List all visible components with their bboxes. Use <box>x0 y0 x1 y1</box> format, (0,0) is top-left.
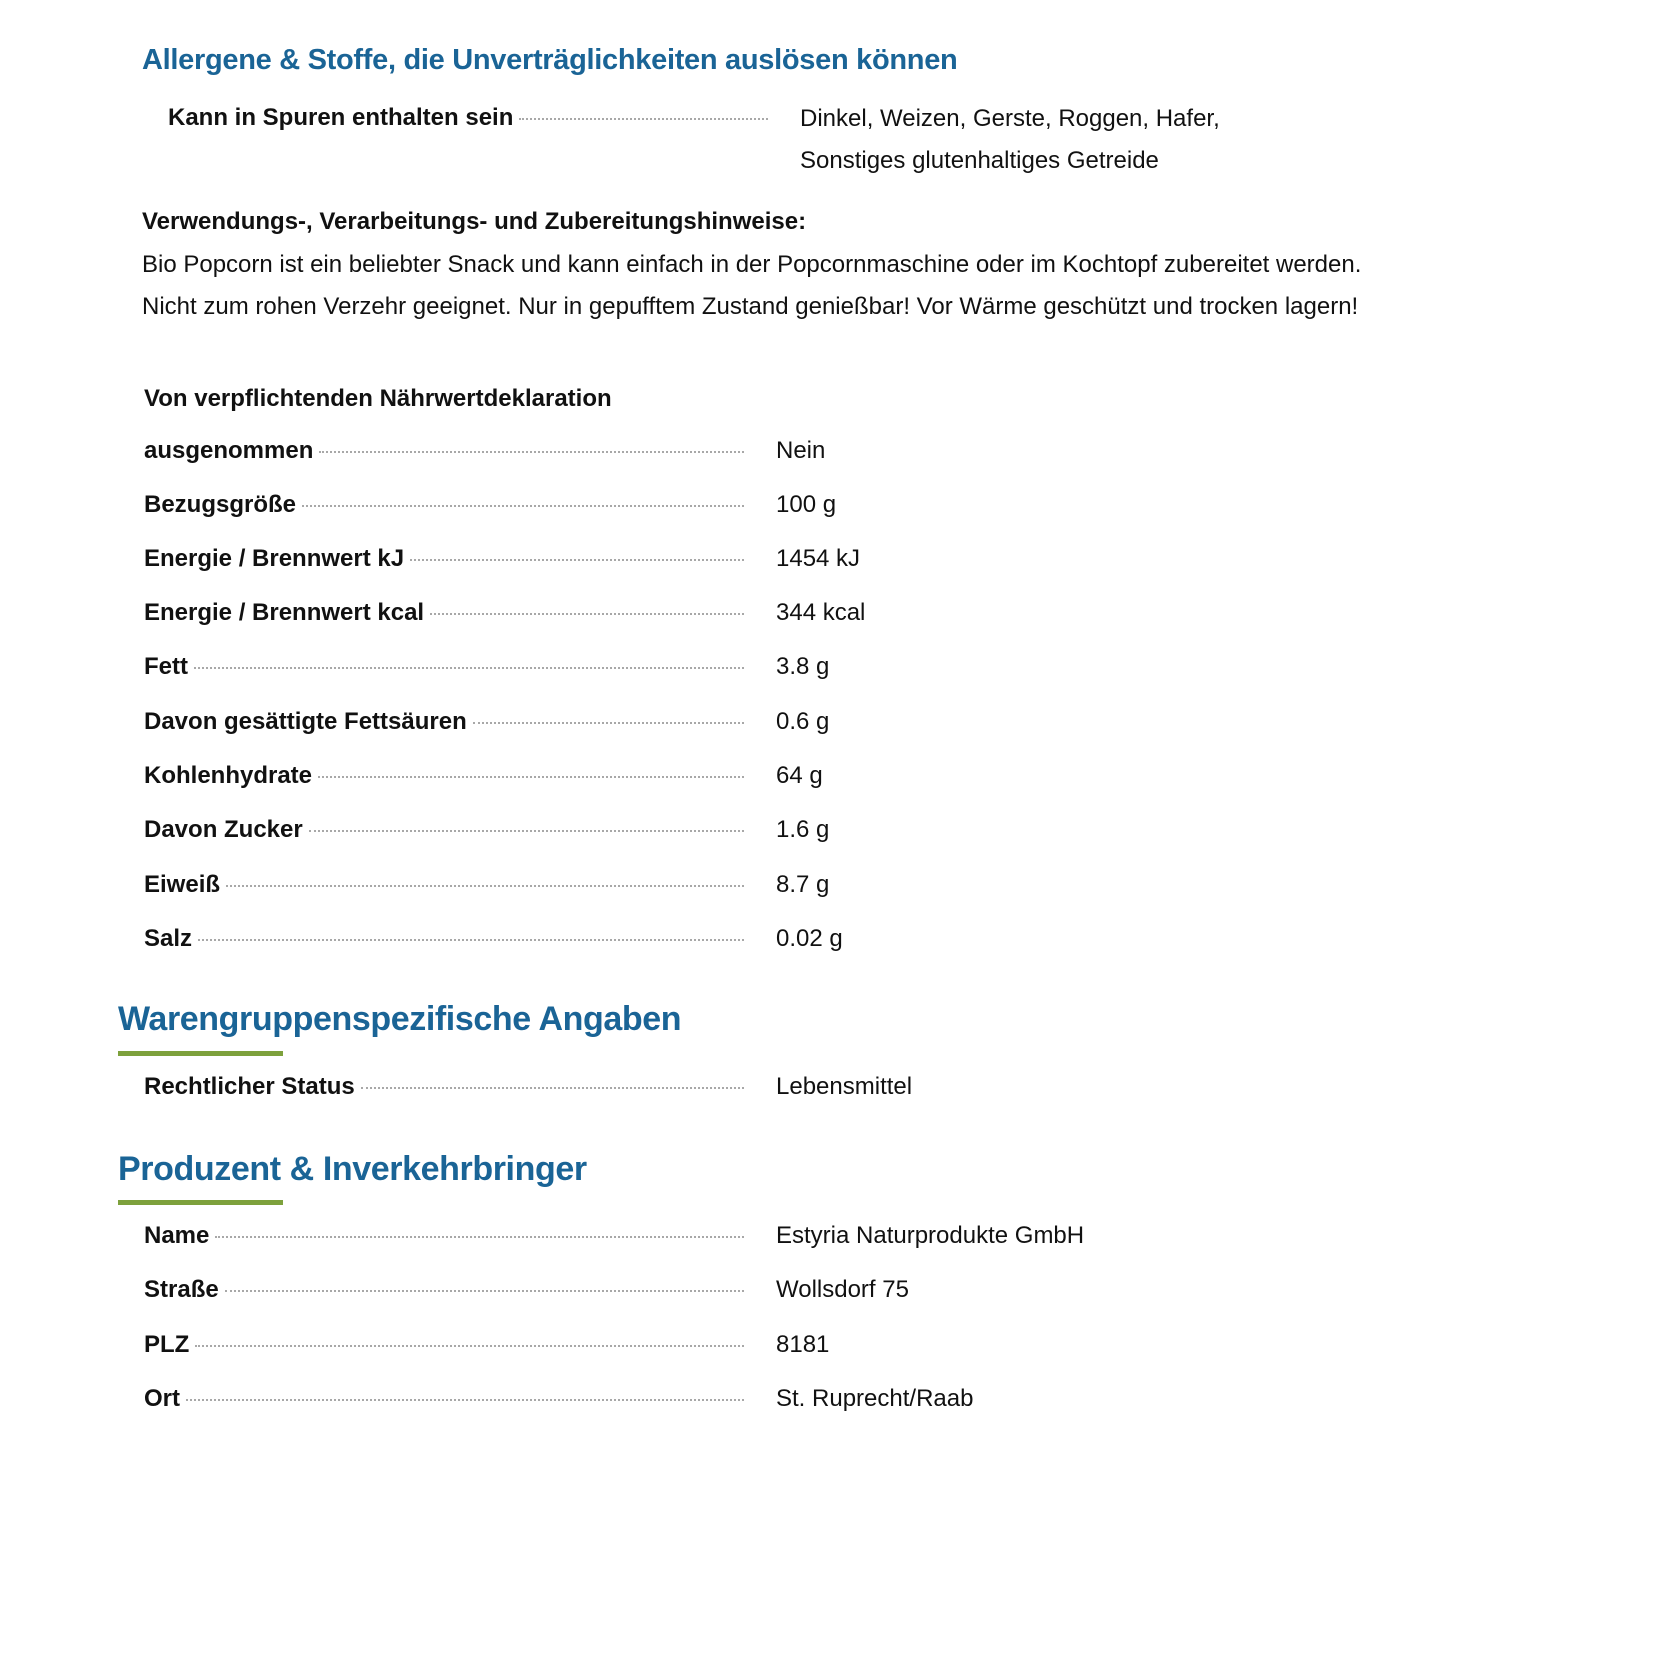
usage-text: Bio Popcorn ist ein beliebter Snack und kann einfach in der Popcornmaschine oder im Kochtopf zubereitet werden. Nicht zum rohen Verzehr geeignet. Nur in gepufftem Zustand genießbar! Vor Wärme geschützt und trocken lagern! <box>142 251 1362 320</box>
row-label: Kohlenhydrate <box>144 762 313 789</box>
allergen-value <box>800 98 1220 182</box>
nutrition-row <box>144 925 750 953</box>
dot-leader <box>225 1290 744 1292</box>
allergen-row <box>168 104 774 132</box>
row-value: 64 g <box>776 762 823 789</box>
dot-leader <box>473 722 744 724</box>
nutrition-row <box>144 653 750 681</box>
produzent-row <box>144 1222 750 1250</box>
row-value: St. Ruprecht/Raab <box>776 1385 974 1412</box>
row-value: 8.7 g <box>776 871 830 898</box>
nutrition-row <box>144 545 750 573</box>
row-label: ausgenommen <box>144 437 314 464</box>
nutrition-row <box>144 491 750 519</box>
row-value: 3.8 g <box>776 653 830 680</box>
row-value: Lebensmittel <box>776 1073 913 1100</box>
row-value: Wollsdorf 75 <box>776 1276 909 1303</box>
allergen-label: Kann in Spuren enthalten sein <box>168 104 514 131</box>
row-label: Eiweiß <box>144 871 221 898</box>
dot-leader <box>186 1399 744 1401</box>
dot-leader <box>194 667 744 669</box>
row-label: Davon Zucker <box>144 816 303 843</box>
row-label: Rechtlicher Status <box>144 1073 355 1100</box>
nutrition-title: Von verpflichtenden Nährwertdeklaration <box>144 385 612 412</box>
row-value: 1.6 g <box>776 816 830 843</box>
row-label: Salz <box>144 925 193 952</box>
row-label: Fett <box>144 653 188 680</box>
dot-leader <box>226 885 744 887</box>
produzent-row <box>144 1331 750 1359</box>
allergen-value-line1: Dinkel, Weizen, Gerste, Roggen, Hafer, <box>800 105 1220 132</box>
nutrition-row <box>144 437 750 465</box>
row-value: 100 g <box>776 491 837 518</box>
row-value: Estyria Naturprodukte GmbH <box>776 1222 1085 1249</box>
row-label: Energie / Brennwert kJ <box>144 545 405 572</box>
warengruppe-row <box>144 1073 750 1101</box>
dot-leader <box>318 776 744 778</box>
produzent-row <box>144 1385 750 1413</box>
nutrition-row <box>144 762 750 790</box>
row-value: Nein <box>776 437 826 464</box>
produzent-heading: Produzent & Inverkehrbringer <box>118 1150 587 1188</box>
row-label: Straße <box>144 1276 219 1303</box>
dot-leader <box>519 118 768 120</box>
dot-leader <box>319 451 744 453</box>
nutrition-row <box>144 871 750 899</box>
row-label: Bezugsgröße <box>144 491 297 518</box>
warengruppe-heading: Warengruppenspezifische Angaben <box>118 1000 682 1038</box>
allergen-value-line2: Sonstiges glutenhaltiges Getreide <box>800 147 1159 174</box>
dot-leader <box>302 505 744 507</box>
nutrition-row <box>144 816 750 844</box>
row-value: 8181 <box>776 1331 830 1358</box>
section-underline <box>118 1051 283 1056</box>
row-value: 1454 kJ <box>776 545 861 572</box>
dot-leader <box>309 830 744 832</box>
row-value: 0.6 g <box>776 708 830 735</box>
allergens-heading: Allergene & Stoffe, die Unverträglichkeiten auslösen können <box>142 44 958 76</box>
row-value: 0.02 g <box>776 925 843 952</box>
row-label: Energie / Brennwert kcal <box>144 599 425 626</box>
dot-leader <box>198 939 744 941</box>
usage-title: Verwendungs-, Verarbeitungs- und Zubereitungshinweise: <box>142 208 807 235</box>
row-label: PLZ <box>144 1331 190 1358</box>
row-label: Ort <box>144 1385 180 1412</box>
row-value: 344 kcal <box>776 599 866 626</box>
dot-leader <box>410 559 744 561</box>
row-label: Davon gesättigte Fettsäuren <box>144 708 467 735</box>
produzent-row <box>144 1276 750 1304</box>
section-underline <box>118 1200 283 1205</box>
dot-leader <box>215 1236 744 1238</box>
nutrition-row <box>144 599 750 627</box>
dot-leader <box>361 1087 744 1089</box>
row-label: Name <box>144 1222 210 1249</box>
dot-leader <box>195 1345 744 1347</box>
dot-leader <box>430 613 744 615</box>
nutrition-row <box>144 708 750 736</box>
